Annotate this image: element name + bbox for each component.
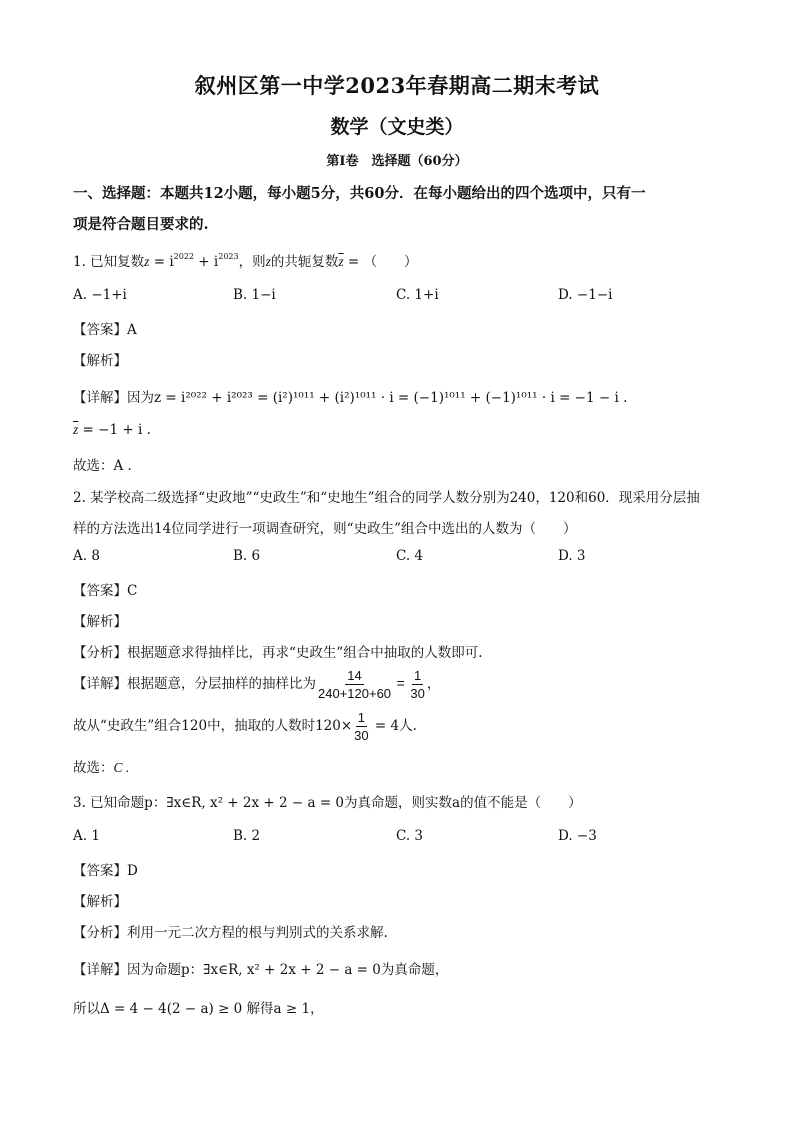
q1-answer: 【答案】A	[73, 322, 137, 338]
q3-option-c: C. 3	[396, 828, 424, 844]
q3-option-d: D. −3	[558, 828, 597, 844]
q2-fraction-1: $\frac{14}{240+120+60}$	[318, 668, 392, 701]
q2-stem-line2: 样的方法选出14位同学进行一项调查研究，则“史政生”组合中选出的人数为（ ）	[73, 521, 577, 537]
q3-answer: 【答案】D	[73, 863, 138, 879]
q3-detail: 【详解】因为命题p：∃x∈R, x² + 2x + 2 − a = 0为真命题，	[73, 962, 449, 978]
q3-fenxi: 【分析】利用一元二次方程的根与判别式的关系求解.	[73, 925, 388, 941]
q2-fraction-3: $\frac{1}{30}$	[354, 710, 369, 743]
section-instructions-line2: 项是符合题目要求的.	[73, 216, 209, 233]
q3-analysis-label: 【解析】	[73, 894, 127, 910]
q2-fraction-2: $\frac{1}{30}$	[410, 668, 425, 701]
q1-option-d: D. −1−i	[558, 287, 613, 303]
q1-choose: 故选：A .	[73, 458, 132, 474]
q1-option-b: B. 1−i	[233, 287, 276, 303]
q2-option-a: A. 8	[73, 548, 100, 564]
exam-title: 叙州区第一中学2023年春期高二期末考试	[194, 73, 600, 98]
q1-stem: 1. 已知复数$z = i^{2022} + i^{2023}$，则z的共轭复数$\overline{z}$ = （ ）	[73, 252, 418, 270]
q2-answer: 【答案】C	[73, 583, 138, 599]
q1-option-a: A. −1+i	[73, 287, 127, 303]
q2-choose: 故选：C .	[73, 760, 130, 776]
q2-analysis-label: 【解析】	[73, 614, 127, 630]
q2-option-c: C. 4	[396, 548, 424, 564]
q3-detail-line2: 所以Δ = 4 − 4(2 − a) ≥ 0 解得a ≥ 1，	[73, 1001, 324, 1017]
q3-stem: 3. 已知命题p：∃x∈R, x² + 2x + 2 − a = 0为真命题，则实数a的值不能是（ ）	[73, 795, 582, 811]
q2-stem-line1: 2. 某学校高二级选择“史政地”“史政生”和“史地生”组合的同学人数分别为240，120和60．现采用分层抽	[73, 490, 700, 506]
part-heading: 第Ⅰ卷 选择题（60分）	[326, 154, 468, 169]
q1-detail: 【详解】因为z = i²⁰²² + i²⁰²³ = (i²)¹⁰¹¹ + (i²)¹⁰¹¹ · i = (−1)¹⁰¹¹ + (−1)¹⁰¹¹ · i = −1 − i .	[73, 390, 628, 406]
q1-conjugate-line: $\overline{z} = -1 + i$ .	[73, 422, 151, 438]
q3-option-a: A. 1	[73, 828, 100, 844]
q2-detail-line2: 故从“史政生”组合120中，抽取的人数时120× $\frac{1}{30}$ = 4人.	[73, 710, 417, 743]
q1-option-c: C. 1+i	[396, 287, 439, 303]
q2-option-d: D. 3	[558, 548, 586, 564]
q2-option-b: B. 6	[233, 548, 261, 564]
q3-option-b: B. 2	[233, 828, 261, 844]
q2-fenxi: 【分析】根据题意求得抽样比，再求“史政生”组合中抽取的人数即可.	[73, 645, 483, 661]
exam-subtitle: 数学（文史类）	[330, 116, 464, 138]
q2-detail: 【详解】根据题意，分层抽样的抽样比为 $\frac{14}{240+120+60}$ = $\frac{1}{30}$ ，	[73, 668, 441, 701]
q1-analysis-label: 【解析】	[73, 353, 127, 369]
section-instructions-line1: 一、选择题：本题共12小题，每小题5分，共60分．在每小题给出的四个选项中，只有一	[73, 185, 646, 202]
